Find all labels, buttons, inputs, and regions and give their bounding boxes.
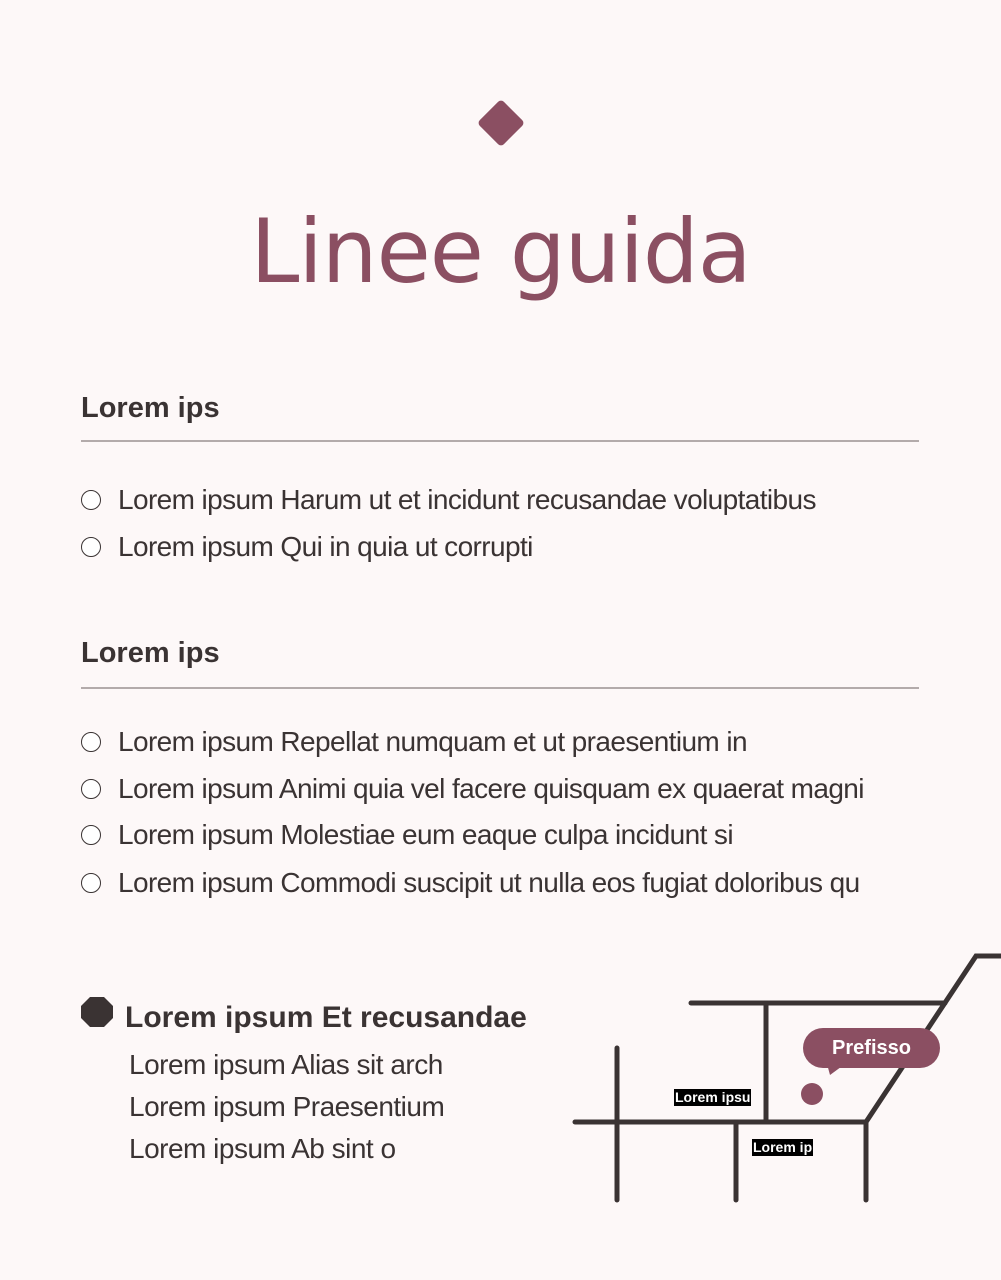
location-heading: Lorem ipsum Et recusandae [125, 1001, 527, 1034]
list-item-label: Lorem ipsum Molestiae eum eaque culpa incidunt si [118, 819, 733, 850]
section-heading: Lorem ips [81, 637, 220, 669]
page-title: Linee guida [250, 200, 751, 303]
address-line: Lorem ipsum Praesentium [129, 1091, 445, 1122]
list-item-label: Lorem ipsum Repellat numquam et ut praesentium in [118, 726, 747, 757]
street-label: Lorem ip [753, 1139, 813, 1155]
address-line: Lorem ipsum Ab sint o [129, 1133, 396, 1164]
street-label: Lorem ipsu [675, 1089, 751, 1105]
section-heading: Lorem ips [81, 392, 220, 424]
map-callout: Prefisso [803, 1028, 940, 1068]
list-item-label: Lorem ipsum Animi quia vel facere quisquam ex quaerat magni [118, 773, 864, 804]
list-item-label: Lorem ipsum Harum ut et incidunt recusandae voluptatibus [118, 484, 816, 515]
list-item-label: Lorem ipsum Qui in quia ut corrupti [118, 531, 533, 562]
list-item-label: Lorem ipsum Commodi suscipit ut nulla eos fugiat doloribus qu [118, 867, 860, 898]
address-line: Lorem ipsum Alias sit arch [129, 1049, 443, 1080]
map-pin-icon [801, 1083, 823, 1105]
